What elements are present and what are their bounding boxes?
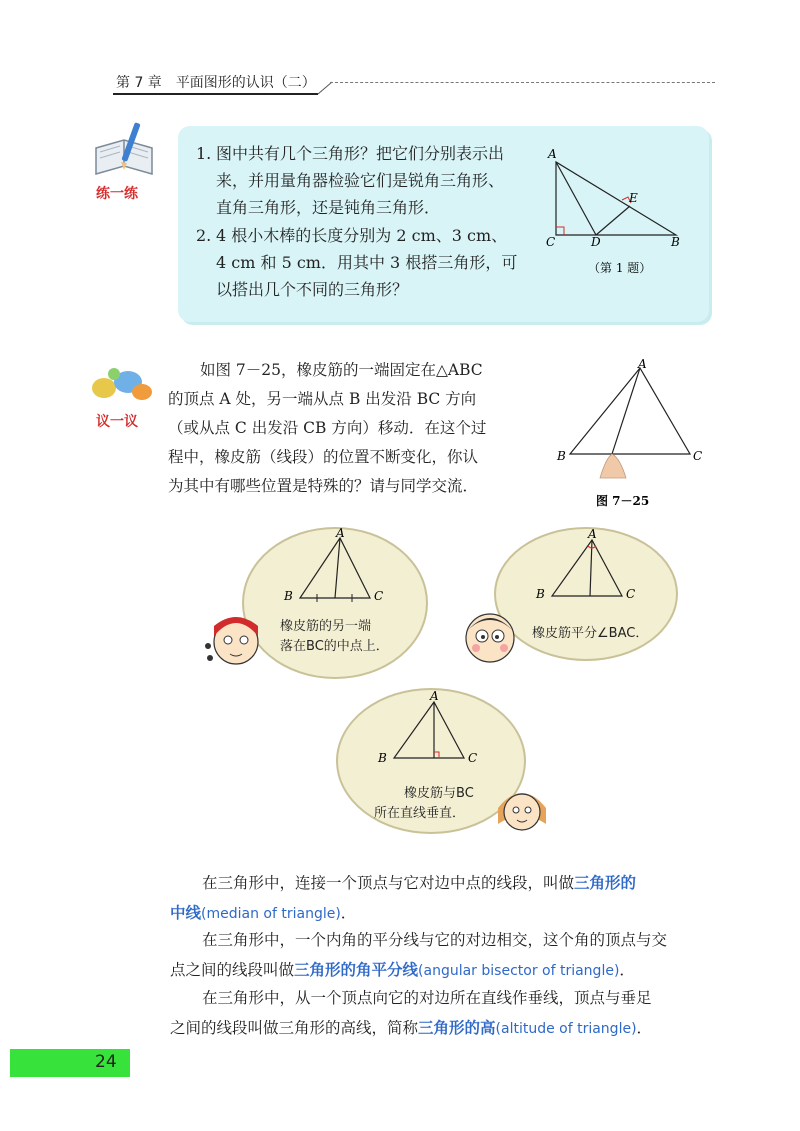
bubble-angle-bisector-text <box>532 624 648 644</box>
discussion-line: 为其中有哪些位置是特殊的？请与同学交流． <box>168 477 479 495</box>
bubble-line: 所在直线垂直． <box>374 806 466 821</box>
label-E: E <box>629 191 638 205</box>
exercise-1-number: 1. <box>196 144 212 163</box>
definition-text: 在三角形中，一个内角的平分线与它的对边相交，这个角的顶点与交 <box>202 931 668 949</box>
label-C: C <box>468 751 478 765</box>
term-altitude: 三角形的高 <box>418 1018 496 1037</box>
page-number: 24 <box>95 1052 117 1072</box>
bubble-line: 落在BC的中点上． <box>280 639 389 654</box>
exercise-1 <box>196 140 541 221</box>
practice-label: 练一练 <box>96 186 138 202</box>
bubble-line: 橡皮筋平分∠BAC． <box>532 626 649 641</box>
exercise-1-line: 来，并用量角器检验它们是锐角三角形、 <box>216 171 505 190</box>
label-C: C <box>626 587 636 601</box>
label-A: A <box>336 528 345 540</box>
definition-text: 之间的线段叫做三角形的高线，简称 <box>170 1019 419 1037</box>
discussion-text <box>168 356 558 501</box>
bubble-altitude-triangle <box>372 690 484 770</box>
term-bisector-english: (angular bisector of triangle) <box>418 963 620 979</box>
label-B: B <box>536 587 545 601</box>
definition-text: 在三角形中，从一个顶点向它的对边所在直线作垂线，顶点与垂足 <box>202 989 652 1007</box>
bubble-altitude-text <box>374 784 474 824</box>
label-B: B <box>671 235 680 249</box>
figure-7-25 <box>550 358 720 520</box>
girl-cartoon-icon <box>490 778 554 838</box>
exercise-1-line: 直角三角形，还是钝角三角形． <box>216 198 441 217</box>
definition-text: 点之间的线段叫做 <box>170 961 295 979</box>
definition-text: ． <box>619 961 635 979</box>
header-rule <box>113 93 318 95</box>
bubble-line: 橡皮筋的另一端 <box>280 619 372 634</box>
definition-bisector <box>170 926 730 986</box>
chapter-title: 平面图形的认识（二） <box>175 75 316 91</box>
definition-text: ． <box>636 1019 653 1037</box>
chapter-number: 第 7 章 <box>116 75 162 91</box>
student-cartoon-icon <box>200 606 268 672</box>
exercise-2-line: 以搭出几个不同的三角形？ <box>216 280 409 299</box>
label-C: C <box>374 589 384 603</box>
exercise-1-figure <box>540 140 700 280</box>
discussion-line: 的顶点 A 处，另一端从点 B 出发沿 BC 方向 <box>168 390 477 408</box>
term-median: 三角形的 <box>574 873 637 892</box>
discuss-label: 议一议 <box>96 414 138 430</box>
bubble-midpoint-text <box>280 617 389 657</box>
label-D: D <box>591 235 601 249</box>
term-bisector: 三角形的角平分线 <box>294 960 419 979</box>
label-A: A <box>638 358 647 371</box>
figure-caption: 图 7－25 <box>596 494 650 508</box>
label-A: A <box>588 528 597 541</box>
definition-text: ． <box>340 904 357 922</box>
discussion-icon <box>84 360 156 408</box>
boy-cartoon-icon <box>458 604 522 668</box>
exercise-2-line: 4 cm 和 5 cm．用其中 3 根搭三角形，可 <box>216 253 518 272</box>
term-altitude-english: (altitude of triangle) <box>495 1021 637 1037</box>
term-median-english: (median of triangle) <box>201 906 341 922</box>
label-B: B <box>284 589 293 603</box>
definition-altitude <box>170 984 730 1044</box>
term-median: 中线 <box>170 903 202 922</box>
label-C: C <box>546 235 556 249</box>
label-A: A <box>430 690 439 703</box>
exercise-2-number: 2. <box>196 226 212 245</box>
definition-text: 在三角形中，连接一个顶点与它对边中点的线段，叫做 <box>202 874 575 892</box>
figure-caption: （第 1 题） <box>588 261 652 275</box>
bubble-angle-bisector-triangle <box>530 528 640 606</box>
bubble-line: 橡皮筋与BC <box>404 786 474 801</box>
bubble-midpoint-triangle <box>280 528 390 606</box>
label-A: A <box>548 147 557 161</box>
header-dashed-rule <box>330 82 715 83</box>
discussion-line: 程中，橡皮筋（线段）的位置不断变化，你认 <box>168 448 479 466</box>
exercise-2-line: 4 根小木棒的长度分别为 2 cm、3 cm、 <box>216 226 508 245</box>
discussion-line: 如图 7－25，橡皮筋的一端固定在△ABC <box>200 361 483 379</box>
label-B: B <box>378 751 387 765</box>
header-slash <box>316 72 336 96</box>
definition-median <box>170 868 730 929</box>
exercise-2 <box>196 222 541 303</box>
exercise-1-line: 图中共有几个三角形？把它们分别表示出 <box>216 144 505 163</box>
book-pencil-icon <box>88 118 160 182</box>
label-C: C <box>693 449 703 463</box>
label-B: B <box>557 449 566 463</box>
running-header <box>116 72 330 92</box>
discussion-line: （或从点 C 出发沿 CB 方向）移动．在这个过 <box>168 419 487 437</box>
